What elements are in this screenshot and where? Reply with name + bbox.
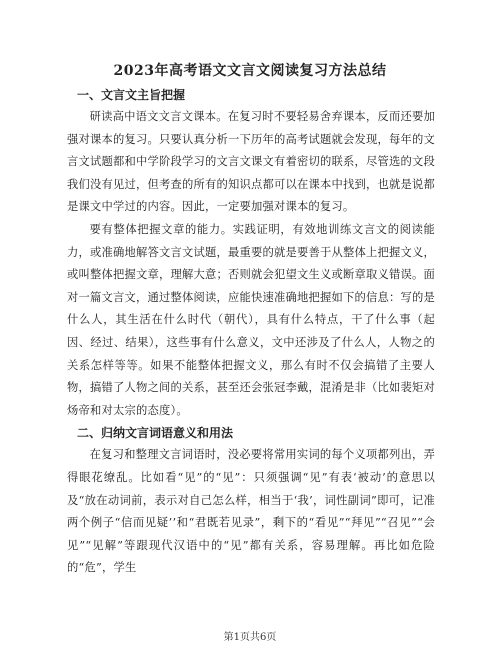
paragraph: 研读高中语文文言文课本。在复习时不要轻易舍弃课本，反而还要加强对课本的复习。只要认真分析一下历年的高考试题就会发现，每年的文言文试题都和中学阶段学习的文言文课文有着密切的联系，尽管选的文段我们没有见过，但考查的所有的知识点都可以在课本中找到，也就是说都是课文中学过的内容。因此，一定要加强对课本的复习。 [67, 110, 435, 214]
section-heading: 一、文言文主旨把握 [77, 88, 186, 102]
document-body [67, 84, 435, 580]
paragraph: 要有整体把握文章的能力。实践证明，有效地训练文言文的阅读能力，或准确地解答文言文试题，最重要的就是要善于从整体上把握文义，或叫整体把握文章，理解大意；否则就会犯望文生义或断章取义错误。面对一篇文言文，通过整体阅读，应能快速准确地把握如下的信息：写的是什么人，其生活在什么时代（朝代），具有什么特点，干了什么事（起因、经过、结果），这些事有什么意义，文中还涉及了什么人，人物之的关系怎样等等。如果不能整体把握文义，那么有时不仅会搞错了主要人物，搞错了人物之间的关系，甚至还会张冠李戴，混淆是非（比如裴矩对炀帝和对太宗的态度）。 [67, 222, 435, 417]
paragraph: 在复习和整理文言词语时，没必要将常用实词的每个义项都列出，弄得眼花缭乱。比如看“见”的“见”：只须强调“见”有表‘被动’的意思以及“放在动词前，表示对自己怎么样，相当于‘我’，词性副词”即可，记准两个例子“信而见疑’’和“君既若见录”，剩下的“看见”“拜见”“召见”“会见”“见解”等跟现代汉语中的“见”都有关系，容易理解。再比如危险的“危”，学生 [67, 448, 435, 575]
page-footer: 第1页共6页 [223, 632, 277, 643]
section-heading: 二、归纳文言词语意义和用法 [77, 426, 234, 441]
document-title: 2023年高考语文文言文阅读复习方法总结 [113, 63, 387, 79]
